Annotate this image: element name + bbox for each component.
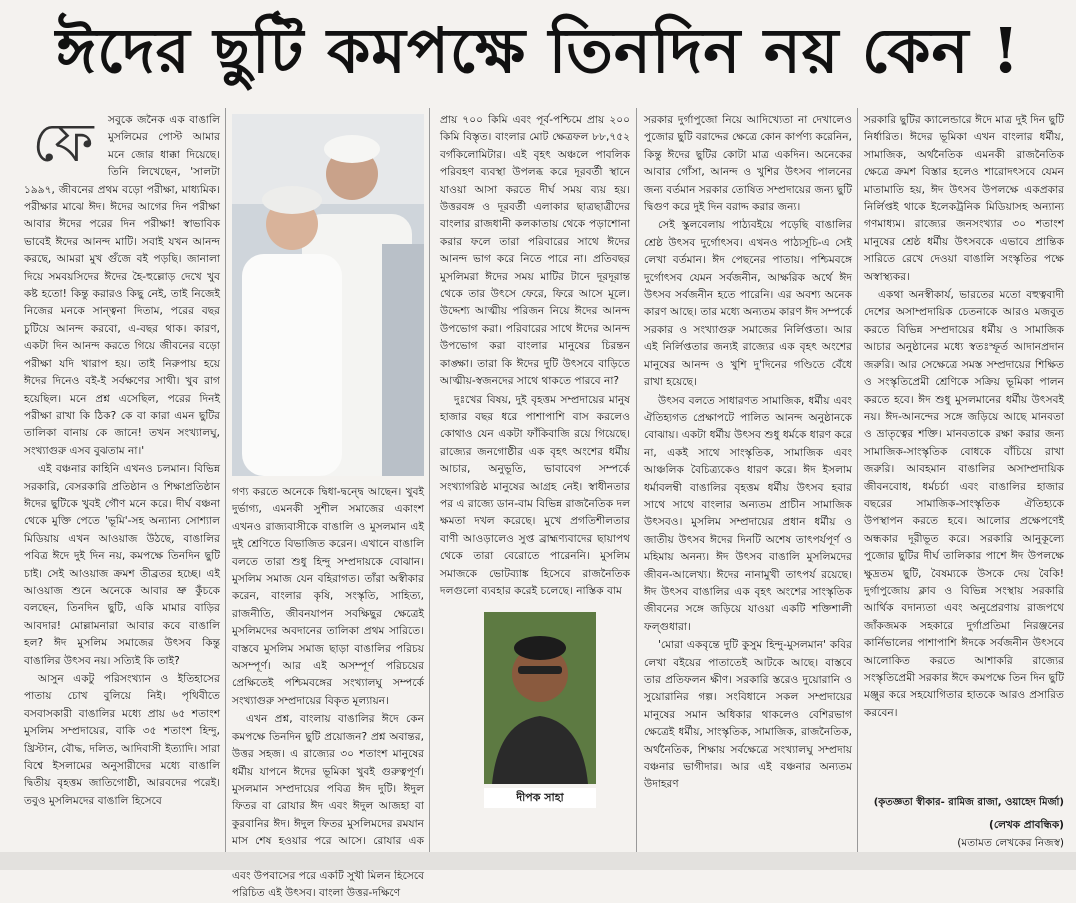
column-divider [636, 108, 637, 856]
article-paragraph: এখন প্রশ্ন, বাংলায় বাঙালির ঈদে কেন কমপক্ষে তিনদিন ছুটি প্রয়োজন? প্রশ্ন অবান্তর, উত্তর সহজ। এ রাজ্যের ৩০ শতাংশ মানুষের ধর্মীয় যাপনে ঈদের ভূমিকা খুবই গুরুত্বপূর্ণ। মুসলমান সম্প্রদায়ের পবিত্র ঈদ দুটি। ঈদুল ফিতর বা রোযার ঈদ এবং ঈদুল আজহা বা কুরবানির ঈদ। ঈদুল ফিতর মুসলিমদের রমযান মাস শেষ হওয়ার পরে আসে। রোযার এক এবং উপবাসের পরে একটি সুখী মিলন হিসেবে পরিচিত এই উৎসব। বাংলা উত্তর-দক্ষিণে [232, 713, 424, 900]
article-paragraph: গণ্য করতে অনেকে দ্বিধা-দ্বন্দ্বে আছেন। খুবই দুর্ভাগ্য, এমনকী সুশীল সমাজের একাংশ এখনও রাজ্যবাসীকে বাঙালি ও মুসলমান এই দুই শ্রেণিতে বিভাজিত করেন। এখানে বাঙালি বলতে তারা শুধু হিন্দু সম্প্রদায়কে বোঝান। মুসলিম সমাজ যেন বহিরাগত। তাঁরা অস্বীকার করেন, বাংলার কৃষি, সংস্কৃতি, সাহিত্য, রাজনীতি, জীবনযাপন সবক্ষিছুর ক্ষেত্রেই মুসলিমদের অবদানের তালিকা প্রথম সারিতে। বাস্তবে মুসলিম সমাজ ছাড়া বাঙালির পরিচয় অসম্পূর্ণ। আর এই অসম্পূর্ণ পরিচয়ের প্রেক্ষিতেই পশ্চিমবঙ্গের সংখ্যালঘু সম্পর্কে সংখ্যাগুরু সম্প্রদায়ের বিকৃত মূল্যায়ন। [232, 486, 424, 707]
author-note: (লেখক প্রাবন্ধিক) [989, 819, 1064, 831]
article-column-1 [24, 112, 220, 856]
article-column-3 [440, 112, 630, 604]
article-paragraph: সরকার দুর্গাপুজো নিয়ে আদিখ্যেতা না দেখালেও পুজোর ছুটি বরাদ্দের ক্ষেত্রে কোন কার্পণ্য করেনিন, কিন্তু ঈদের ছুটির কোটা মাত্র একদিন। অনেকের আবার গোঁসা, আনন্দ ও খুশির উৎসব পালনের জন্য বর্তমান সরকার তোষিত সম্প্রদায়ের জন্য ছুটি দ্বিগুণ করে দুই দিন বরাদ্দ করার জন্য। [644, 114, 852, 214]
author-photo-illustration [484, 612, 596, 784]
article-paragraph: প্রায় ৭০০ কিমি এবং পূর্ব-পশ্চিমে প্রায় ২০০ কিমি বিস্তৃত। বাংলার মোট ক্ষেত্রফল ৮৮,৭৫২ বর্গকিলোমিটার। এই বৃহৎ অঞ্চলে পাবলিক পরিবহণ ব্যবস্থা উপলব্ধ করে দূরবর্তী স্থানে যাওয়া আসা করতে দীর্ঘ সময় ব্যয় হয়। উত্তরবঙ্গ ও দূরবর্তী এলাকার ছাত্রছাত্রীদের বাংলার রাজধানী কলকাতায় থেকে পড়াশোনা করার ফলে তারা পরিবারের সাথে ঈদের আনন্দ ভাগ করে নিতে পারে না। প্রতিবছর মুসলিমরা ঈদের সময় মাটির টানে দূরদূরান্ত থেকে তার উৎসে ফেরে, ফিরে আসে মূলে। উদ্দেশ্য আত্মীয় পরিজন নিয়ে ঈদের আনন্দ উপভোগ করা। পরিবারের সাথে ঈদের আনন্দ উপভোগ করা বাংলার মানুষের চিরন্তন কাঙ্ক্ষা। তারা কি ঈদের দুটি উৎসবে বাড়িতে আত্মীয়-স্বজনদের সাথে থাকতে পারবে না? [440, 114, 630, 388]
article-column-2 [232, 484, 424, 900]
column-divider [429, 108, 430, 856]
article-paragraph: সবুকে জনৈক এক বাঙালি মুসলিমের পোস্ট আমার মনে জোর ধাক্কা দিয়েছে। তিনি লিখেছেন, 'সালটা ১৯৯৭, জীবনের প্রথম বড়ো পরীক্ষা, মাধ্যমিক। পরীক্ষার মাঝে ঈদ। ঈদের আগের দিন পরীক্ষা আবার ঈদের পরের দিন পরীক্ষা! স্বাভাবিক ভাবেই ঈদের আনন্দ মাটি। সবাই যখন আনন্দ করছে, আমরা মুখ গুঁজে বই পড়ছি। জানালা দিয়ে সমবয়সিদের ঈদের হৈ-হুল্লোড় দেখে খুব কষ্ট হতো! কিন্তু করারও কিছু নেই, তাই নিজেই নিজের মনকে সান্ত্বনা দিতাম, পরের বছর চুটিয়ে আনন্দ করবো, এ-বছর থাক। কারণ, একটা দিন আনন্দ করতে গিয়ে জীবনের বড়ো পরীক্ষা যদি খারাপ হয়। তাই নিরুপায় হয়ে ঈদের দিনেও বই-ই সর্বক্ষণের সাথী। খুব রাগ হয়েছিল। মনে প্রশ্ন এসেছিল, পরের দিনই পরীক্ষা রাখা কি ঠিক? কে বা কারা এমন ছুটির তালিকা বানায় কে জানে! তখন সংখ্যালঘু, সংখ্যাগুরু এসব বুঝতাম না।' [24, 114, 220, 457]
article-column-4 [644, 112, 852, 856]
opinion-disclaimer: (মতামত লেখকের নিজস্ব) [957, 837, 1064, 849]
article-paragraph: সেই স্কুলবেলায় পাঠ্যবইয়ে পড়েছি বাঙালির শ্রেষ্ঠ উৎসব দুর্গোৎসব। এখনও পাঠ্যসূচি-এ সেই লেখা বর্তমান। ঈদ পেছনের পাতায়। পশ্চিমবঙ্গে দুর্গোৎসব যেমন সর্বজনীন, আক্ষরিক অর্থে ঈদ উৎসব সর্বজনীন হতে পারেনি। এর অবশ্য অনেক কারণ আছে। তার মধ্যে অন্যতম কারণ ঈদ সম্পর্কে সরকার ও সংখ্যাগুরু সমাজের নির্লিপ্ততা। আর এই নির্লিপ্ততার জন্যই রাজ্যের এক বৃহৎ অংশের মানুষের আনন্দ ও খুশি দু'দিনের গণ্ডিতে বেঁধে রাখা হয়েছে। [644, 219, 852, 389]
acknowledgement-credit: (কৃতজ্ঞতা স্বীকার- রামিজ রাজা, ওয়াহেদ মির্জা) [873, 797, 1064, 808]
author-caption: দীপক সাহা [484, 788, 596, 808]
column-divider [225, 108, 226, 856]
dropcap-letter: ফে [32, 111, 94, 174]
article-paragraph: উৎসব বলতে সাধারণত সামাজিক, ধর্মীয় এবং ঐতিহ্যগত প্রেক্ষাপটে পালিত আনন্দ অনুষ্ঠানকে বোঝায়। একটা ধর্মীয় উৎসব শুধু ধর্মকে ধারণ করে না, একই সাথে সাংস্কৃতিক, সামাজিক এবং আঞ্চলিক বৈচিত্র্যকেও ধারণ করে। ঈদ ইসলাম ধর্মাবলম্বী বাঙালির বৃহত্তম ধর্মীয় উৎসব হবার সাথে সাথে বাংলার অন্যতম প্রাচীন সামাজিক উৎসবও। মুসলিম সম্প্রদায়ের প্রধান ধর্মীয় ও জাতীয় উৎসব ঈদের দিনটি অশেষ তাৎপর্যপূর্ণ ও মহিমায় অনন্য। ঈদ উৎসব বাঙালি মুসলিমদের জীবন-আলেখ্য। ঈদের নানামুখী তাৎপর্য রয়েছে। ঈদ উৎসব বাঙালির এক বৃহৎ অংশের সাংস্কৃতিক জীবনের সঙ্গে জড়িয়ে যাওয়া একটি শক্তিশালী ফল্গুধারা। [644, 394, 852, 633]
children-photo-illustration [232, 114, 424, 476]
headline: ঈদের ছুটি কমপক্ষে তিনদিন নয় কেন ! [55, 14, 1021, 87]
article-paragraph: এই বঞ্চনার কাহিনি এখনও চলমান। বিভিন্ন সরকারি, বেসরকারি প্রতিষ্ঠান ও শিক্ষাপ্রতিষ্ঠান ঈদের ছুটিকে খুবই গৌণ মনে করে। দীর্ঘ বঞ্চনা থেকে মুক্তি পেতে 'ভূমি'-সহ অন্যান্য সোশ্যাল মিডিয়ায় এখন আওয়াজ উঠছে, বাঙালির পবিত্র ঈদে দুই দিন নয়, কমপক্ষে তিনদিন ছুটি চাই। সেই আওয়াজ ক্রমশ তীব্রতর হচ্ছে। এই আওয়াজ শুনে অনেকে আবার ভ্রু কুঁচকে বলছেন, তিনদিন ছুটি, একি মামার বাড়ির আবদার! মোল্লামনারা আবার কবে বাঙালি হল? ঈদ মুসলিম সমাজের উৎসব কিন্তু বাঙালির উৎসব নয়। সত্যিই কি তাই? [24, 463, 220, 667]
article-column-5 [864, 112, 1064, 786]
page-footer-strip [0, 852, 1076, 870]
article-paragraph: 'মোরা একবৃন্তে দুটি কুসুম হিন্দু-মুসলমান' কবির লেখা বইয়ের পাতাতেই আটকে আছে। বাস্তবে তার প্রতিফলন ক্ষীণ। সরকারি স্তরেও দুয়োরানি ও সুয়োরানির গল্প। সংবিধানে সকল সম্প্রদায়ের মানুষের সমান অধিকার থাকলেও বেশিরভাগ ক্ষেত্রেই ধর্মীয়, সাংস্কৃতিক, সামাজিক, রাজনৈতিক, অর্থনৈতিক, শিক্ষায় সর্বক্ষেত্রে সংখ্যালঘু সম্প্রদায় বঞ্চনার ভাগীদার। আর এই বঞ্চনার অন্যতম উদাহরণ [644, 639, 852, 791]
children-photo [232, 114, 424, 476]
article-paragraph: দুঃখের বিষয়, দুই বৃহত্তম সম্প্রদায়ের মানুষ হাজার বছর ধরে পাশাপাশি বাস করলেও কোথাও যেন একটা ফাঁকিবাজি রয়ে গিয়েছে। রাজ্যের জনগোষ্ঠীর এক বৃহৎ অংশের ধর্মীয় আচার, অনুভূতি, ভাবাবেগ সম্পর্কে সংখ্যাগরিষ্ঠ মানুষের আগ্রহ নেই। স্বাধীনতার পর এ রাজ্যে ডান-বাম বিভিন্ন রাজনৈতিক দল ক্ষমতা দখল করেছে। মুখে প্রগতিশীলতার বাণী আওড়ালেও সুপ্ত ব্রাহ্মণ্যবাদের ছায়াপথ থেকে তারা বেরোতে পারেননি। মুসলিম সমাজকে ভোটব্যাঙ্ক হিসেবে রাজনৈতিক দলগুলো ব্যবহার করেই চলেছে। নাস্তিক বাম [440, 393, 630, 597]
article-paragraph: আসুন একটু পরিসংখ্যান ও ইতিহাসের পাতায় চোখ বুলিয়ে নিই। পৃথিবীতে বসবাসকারী বাঙালির মধ্যে প্রায় ৬৫ শতাংশ মুসলিম সম্প্রদায়ের, বাকি ৩৫ শতাংশ হিন্দু, খ্রিস্টান, বৌদ্ধ, দলিত, আদিবাসী ইত্যাদি। সারা বিশ্বে ইসলামের অনুসারীদের মধ্যে বাঙালি দ্বিতীয় বৃহত্তম জাতিগোষ্ঠী, আরবদের পরেই। তবুও মুসলিমদের বাঙালি হিসেবে [24, 673, 220, 807]
column-divider [857, 108, 858, 856]
article-paragraph: সরকারি ছুটির ক্যালেন্ডারে ঈদে মাত্র দুই দিন ছুটি নির্ধারিত। ঈদের ভূমিকা এখন বাংলার ধর্মীয়, সামাজিক, অর্থনৈতিক এমনকী রাজনৈতিক ক্ষেত্রে ক্রমশ বিস্তার হলেও শারোদৎসবে যেমন মাতামাতি হয়, ঈদ উৎসব উপলক্ষে একপ্রকার নির্লিপ্তই থাকে ইলেকট্রনিক মিডিয়াসহ অন্যান্য গণমাধ্যম। রাজ্যের জনসংখ্যার ৩০ শতাংশ মানুষের শ্রেষ্ঠ ধর্মীয় উৎসবকে এভাবে প্রান্তিক সারিতে রেখে দেওয়া বাঙালি সংস্কৃতির পক্ষে অস্বাস্থ্যকর। [864, 114, 1064, 283]
article-paragraph: একথা অনস্বীকার্য, ভারতের মতো বহুত্ববাদী দেশের অসাম্প্রদায়িক চেতনাকে আরও মজবুত করতে বিভিন্ন সম্প্রদায়ের ধর্মীয় ও সামাজিক আচার অনুষ্ঠানের মধ্যে স্বতঃস্ফূর্ত আদানপ্রদান জরুরি। আর সেক্ষেত্রে সমস্ত সম্প্রদায়ের শিক্ষিত ও সংস্কৃতিপ্রেমী শ্রেণিকে সক্রিয় ভূমিকা পালন করতে হবে। ঈদ শুধু মুসলমানের ধর্মীয় উৎসবই নয়। ঈদ-আনন্দের সঙ্গে জড়িয়ে আছে মানবতা ও ভ্রাতৃত্বের শক্তি। মানবতাকে রক্ষা করার জন্য সামাজিক-সাংস্কৃতিক বোধকে বাঁচিয়ে রাখা জরুরি। আবহমান বাঙালির অসাম্প্রদায়িক জীবনবোধ, ধর্মচর্চা এবং বাঙালির হাজার বছরের সামাজিক-সাংস্কৃতিক ঐতিহ্যকে উপস্থাপন করতে হবে। আলোর প্রক্ষেপণেই অন্ধকার দূরীভূত করে। সরকারি আনুকূল্যে পুজোর ছুটির দীর্ঘ তালিকার পাশে ঈদ উপলক্ষে ক্ষুদ্রতম ছুটি, বৈষম্যকে উসকে দেয় বৈকি! দুর্গাপুজোয় ক্লাব ও বিভিন্ন সংস্থায় সরকারি আর্থিক বদান্যতা এবং অনুপ্রেরণায় রাজপথে জাঁকজমক সহকারে দুর্গাপ্রতিমা নিরঞ্জনের কার্নিভালের পাশাপাশি ঈদকে সর্বজনীন উৎসবে আলোকিত করতে আশাকরি রাজ্যের সংস্কৃতিপ্রেমী সরকার ঈদে কমপক্ষে তিন দিন ছুটি মঞ্জুর করে সহযোগিতার হাতকে আরও প্রসারিত করবেন। [864, 289, 1064, 719]
author-photo [484, 612, 596, 784]
